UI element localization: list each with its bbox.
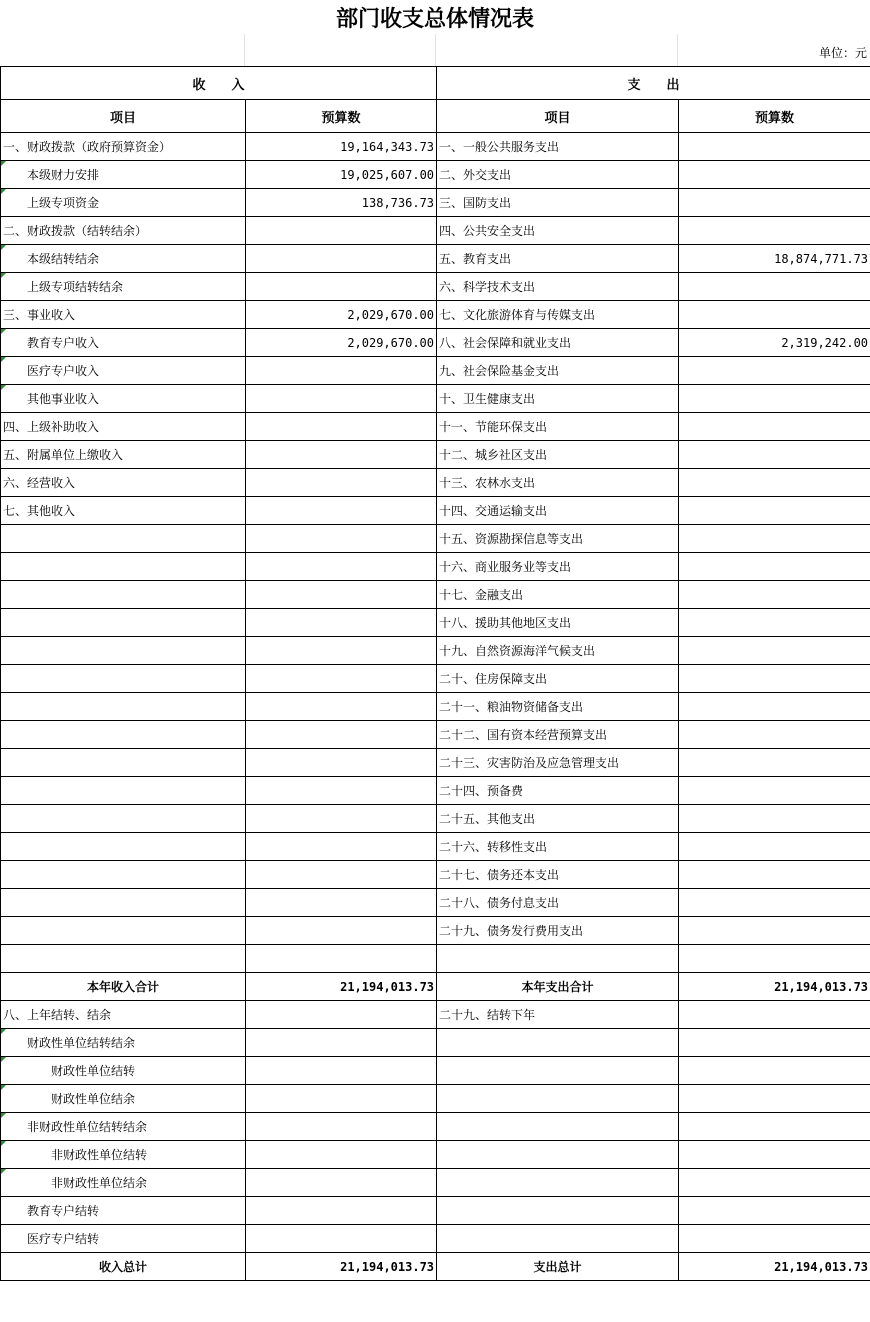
expense-item-cell: 二十八、债务付息支出 [437,889,679,917]
expense-item-cell: 十七、金融支出 [437,581,679,609]
income-item-cell: 本级结转结余 [1,245,246,273]
income-budget-cell: 19,025,607.00 [246,161,437,189]
income-budget-cell [246,833,437,861]
expense-budget-cell: 21,194,013.73 [679,973,870,1001]
table-row [1,1085,870,1113]
income-budget-cell [246,469,437,497]
expense-budget-cell [679,637,870,665]
cell-marker [1,1113,6,1118]
income-item-cell: 四、上级补助收入 [1,413,246,441]
income-item-cell [1,777,246,805]
income-item-cell: 财政性单位结转结余 [1,1029,246,1057]
expense-item-cell: 六、科学技术支出 [437,273,679,301]
expense-item-cell: 二十一、粮油物资储备支出 [437,693,679,721]
income-budget-cell [246,525,437,553]
income-item-cell [1,945,246,973]
expense-item-cell: 八、社会保障和就业支出 [437,329,679,357]
table-row [1,805,870,833]
expense-budget-cell [679,861,870,889]
income-item-cell: 非财政性单位结余 [1,1169,246,1197]
table-row [1,245,870,273]
table-row [1,1169,870,1197]
income-item-cell: 医疗专户结转 [1,1225,246,1253]
expense-item-cell: 二十九、债务发行费用支出 [437,917,679,945]
income-item-cell: 八、上年结转、结余 [1,1001,246,1029]
expense-item-cell: 二十九、结转下年 [437,1001,679,1029]
table-row [1,357,870,385]
table-row [1,889,870,917]
expense-budget-cell: 18,874,771.73 [679,245,870,273]
income-item-cell [1,637,246,665]
expense-budget-cell [679,469,870,497]
table-row [1,1113,870,1141]
income-budget-cell [246,441,437,469]
income-budget-cell [246,1085,437,1113]
table-row [1,329,870,357]
income-budget-cell [246,497,437,525]
expense-budget-cell [679,525,870,553]
cell-marker [1,1169,6,1174]
unit-label: 单位：元 [818,46,867,60]
cell-marker [1,1029,6,1034]
income-item-cell: 上级专项结转结余 [1,273,246,301]
income-budget-cell [246,413,437,441]
income-budget-cell [246,553,437,581]
expense-item-cell [437,1057,679,1085]
cell-marker [1,189,6,194]
income-item-cell: 财政性单位结转 [1,1057,246,1085]
expense-item-cell [437,1225,679,1253]
expense-budget-cell [679,133,870,161]
expense-item-cell: 五、教育支出 [437,245,679,273]
table-row [1,665,870,693]
income-budget-cell [246,385,437,413]
income-item-cell [1,749,246,777]
expense-budget-cell [679,161,870,189]
expense-budget-cell [679,1001,870,1029]
table-row [1,525,870,553]
income-item-cell [1,525,246,553]
income-item-cell [1,833,246,861]
income-budget-cell [246,721,437,749]
expense-item-cell: 四、公共安全支出 [437,217,679,245]
expense-budget-cell [679,1113,870,1141]
income-budget-cell: 19,164,343.73 [246,133,437,161]
table-row [1,385,870,413]
expense-budget-cell [679,1141,870,1169]
income-budget-cell [246,1001,437,1029]
expense-item-cell: 二十二、国有资本经营预算支出 [437,721,679,749]
table-row [1,749,870,777]
income-budget-cell [246,945,437,973]
income-item-cell: 本年收入合计 [1,973,246,1001]
table-row [1,133,870,161]
table-row [1,945,870,973]
income-budget-cell [246,749,437,777]
expense-section-header: 支 出 [437,67,870,100]
expense-budget-cell: 21,194,013.73 [679,1253,870,1281]
expense-budget-cell [679,385,870,413]
income-item-cell: 五、附属单位上缴收入 [1,441,246,469]
income-budget-cell [246,1225,437,1253]
income-budget-cell [246,273,437,301]
table-row [1,217,870,245]
income-item-cell: 一、财政拨款（政府预算资金） [1,133,246,161]
income-item-header: 项目 [1,100,246,133]
grid-line [435,34,436,66]
expense-item-cell: 十六、商业服务业等支出 [437,553,679,581]
table-row [1,777,870,805]
table-row [1,413,870,441]
income-item-cell [1,553,246,581]
table-row [1,189,870,217]
expense-budget-cell [679,889,870,917]
income-budget-cell [246,245,437,273]
expense-budget-cell [679,693,870,721]
column-header-row [1,100,870,133]
expense-item-cell: 本年支出合计 [437,973,679,1001]
cell-marker [1,357,6,362]
table-row [1,637,870,665]
income-budget-cell [246,917,437,945]
expense-budget-cell [679,217,870,245]
cell-marker [1,245,6,250]
income-budget-cell: 2,029,670.00 [246,301,437,329]
expense-budget-cell [679,553,870,581]
expense-item-cell: 九、社会保险基金支出 [437,357,679,385]
table-row [1,273,870,301]
expense-budget-cell [679,413,870,441]
expense-item-cell: 二十三、灾害防治及应急管理支出 [437,749,679,777]
income-item-cell [1,917,246,945]
table-row [1,1253,870,1281]
income-budget-cell [246,693,437,721]
expense-budget-cell [679,1169,870,1197]
cell-marker [1,1085,6,1090]
income-budget-cell [246,357,437,385]
income-budget-cell [246,1169,437,1197]
table-row [1,833,870,861]
expense-item-cell: 十五、资源勘探信息等支出 [437,525,679,553]
income-item-cell: 收入总计 [1,1253,246,1281]
expense-budget-cell [679,833,870,861]
income-section-header: 收 入 [1,67,437,100]
expense-item-cell: 二、外交支出 [437,161,679,189]
expense-budget-cell [679,1029,870,1057]
income-budget-cell [246,861,437,889]
expense-item-cell [437,1197,679,1225]
cell-marker [1,385,6,390]
expense-budget-cell [679,721,870,749]
expense-budget-cell [679,301,870,329]
income-item-cell [1,721,246,749]
expense-budget-cell [679,609,870,637]
expense-item-cell [437,945,679,973]
table-row [1,973,870,1001]
income-item-cell: 教育专户结转 [1,1197,246,1225]
income-budget-cell [246,1057,437,1085]
expense-item-cell: 十、卫生健康支出 [437,385,679,413]
income-budget-cell [246,805,437,833]
table-row [1,861,870,889]
income-item-cell [1,889,246,917]
expense-budget-cell [679,665,870,693]
expense-item-cell: 二十六、转移性支出 [437,833,679,861]
table-row [1,1001,870,1029]
expense-budget-cell [679,945,870,973]
expense-item-cell: 三、国防支出 [437,189,679,217]
income-budget-cell [246,1029,437,1057]
income-budget-cell [246,1113,437,1141]
expense-item-cell [437,1141,679,1169]
income-item-cell: 其他事业收入 [1,385,246,413]
table-row [1,301,870,329]
expense-budget-cell [679,581,870,609]
expense-item-cell: 十三、农林水支出 [437,469,679,497]
table-row [1,161,870,189]
income-budget-cell [246,581,437,609]
table-row [1,553,870,581]
income-item-cell: 七、其他收入 [1,497,246,525]
cell-marker [1,273,6,278]
income-budget-cell: 138,736.73 [246,189,437,217]
income-item-cell: 上级专项资金 [1,189,246,217]
income-budget-cell [246,217,437,245]
expense-item-cell: 二十五、其他支出 [437,805,679,833]
table-row [1,693,870,721]
income-item-cell: 六、经营收入 [1,469,246,497]
budget-table [0,66,870,1281]
table-row [1,721,870,749]
expense-item-cell: 十一、节能环保支出 [437,413,679,441]
expense-item-cell: 二十四、预备费 [437,777,679,805]
unit-row [0,34,870,66]
table-row [1,917,870,945]
income-budget-cell [246,889,437,917]
expense-budget-cell: 2,319,242.00 [679,329,870,357]
expense-item-cell [437,1169,679,1197]
expense-budget-header: 预算数 [679,100,870,133]
expense-budget-cell [679,357,870,385]
expense-budget-cell [679,917,870,945]
cell-marker [1,329,6,334]
table-row [1,581,870,609]
income-budget-cell [246,665,437,693]
expense-budget-cell [679,273,870,301]
income-item-cell: 非财政性单位结转 [1,1141,246,1169]
income-budget-header: 预算数 [246,100,437,133]
income-budget-cell [246,1197,437,1225]
expense-budget-cell [679,497,870,525]
expense-item-cell [437,1085,679,1113]
cell-marker [1,1141,6,1146]
table-row [1,609,870,637]
expense-budget-cell [679,1057,870,1085]
expense-item-cell: 二十七、债务还本支出 [437,861,679,889]
grid-line [677,34,678,66]
cell-marker [1,161,6,166]
income-item-cell: 非财政性单位结转结余 [1,1113,246,1141]
expense-budget-cell [679,441,870,469]
income-item-cell: 二、财政拨款（结转结余） [1,217,246,245]
income-budget-cell [246,609,437,637]
expense-item-cell: 十八、援助其他地区支出 [437,609,679,637]
table-row [1,441,870,469]
expense-item-cell: 二十、住房保障支出 [437,665,679,693]
income-budget-cell: 2,029,670.00 [246,329,437,357]
income-item-cell [1,609,246,637]
expense-item-cell [437,1113,679,1141]
income-budget-cell [246,1141,437,1169]
expense-budget-cell [679,1225,870,1253]
expense-item-cell: 十九、自然资源海洋气候支出 [437,637,679,665]
table-row [1,469,870,497]
income-item-cell: 医疗专户收入 [1,357,246,385]
income-budget-cell: 21,194,013.73 [246,973,437,1001]
expense-item-cell: 支出总计 [437,1253,679,1281]
table-row [1,1029,870,1057]
page-title: 部门收支总体情况表 [335,6,534,32]
table-row [1,1141,870,1169]
income-budget-cell [246,777,437,805]
expense-item-header: 项目 [437,100,679,133]
expense-budget-cell [679,189,870,217]
expense-budget-cell [679,805,870,833]
expense-item-cell [437,1029,679,1057]
grid-line [244,34,245,66]
expense-item-cell: 十二、城乡社区支出 [437,441,679,469]
income-item-cell [1,693,246,721]
income-budget-cell [246,637,437,665]
income-item-cell [1,665,246,693]
table-row [1,1197,870,1225]
expense-budget-cell [679,1197,870,1225]
cell-marker [1,1057,6,1062]
table-row [1,1225,870,1253]
income-item-cell: 三、事业收入 [1,301,246,329]
expense-budget-cell [679,777,870,805]
expense-item-cell: 十四、交通运输支出 [437,497,679,525]
income-item-cell: 教育专户收入 [1,329,246,357]
income-item-cell [1,805,246,833]
section-header-row [1,67,870,100]
expense-item-cell: 一、一般公共服务支出 [437,133,679,161]
expense-item-cell: 七、文化旅游体育与传媒支出 [437,301,679,329]
table-row [1,1057,870,1085]
income-item-cell [1,581,246,609]
income-item-cell [1,861,246,889]
income-item-cell: 本级财力安排 [1,161,246,189]
expense-budget-cell [679,1085,870,1113]
expense-budget-cell [679,749,870,777]
income-budget-cell: 21,194,013.73 [246,1253,437,1281]
income-item-cell: 财政性单位结余 [1,1085,246,1113]
table-row [1,497,870,525]
